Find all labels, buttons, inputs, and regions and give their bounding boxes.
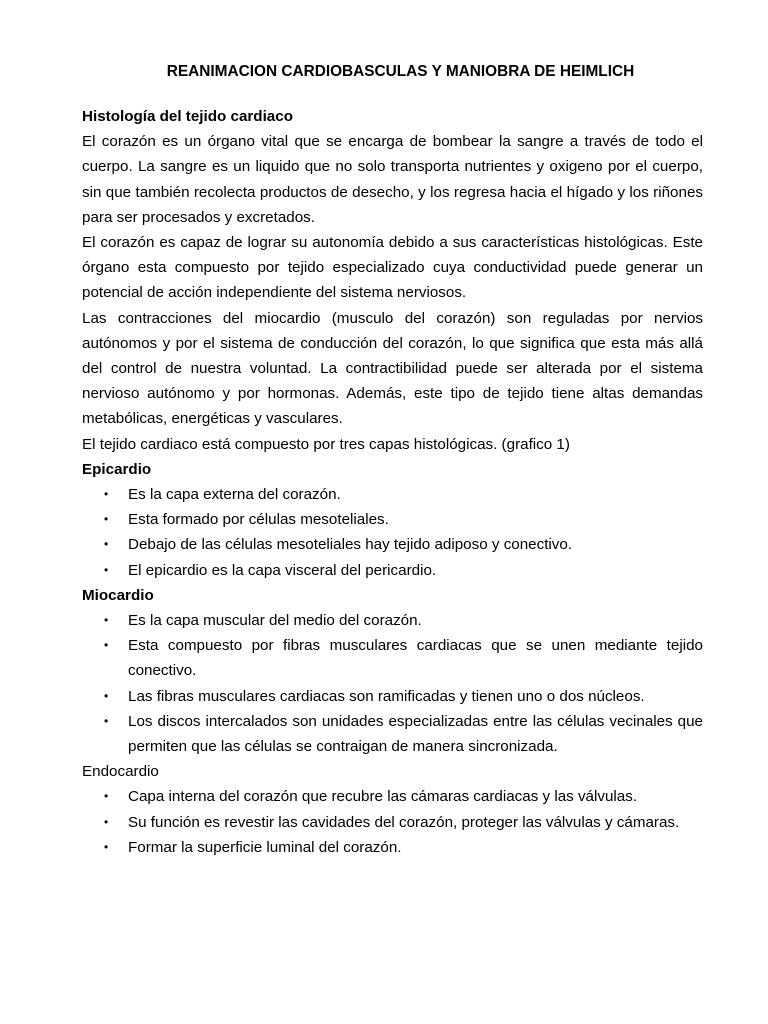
bullet-icon: • bbox=[104, 512, 109, 527]
miocardio-list bbox=[82, 608, 703, 759]
document-title: REANIMACION CARDIOBASCULAS Y MANIOBRA DE HEIMLICH bbox=[166, 63, 635, 80]
list-item bbox=[82, 810, 703, 835]
paragraph-4: El tejido cardiaco está compuesto por tres capas histológicas. (grafico 1) bbox=[82, 435, 570, 453]
bullet-icon: • bbox=[104, 613, 109, 628]
bullet-icon: • bbox=[104, 688, 109, 703]
bullet-icon: • bbox=[104, 814, 109, 829]
bullet-icon: • bbox=[104, 537, 109, 552]
list-item-text: El epicardio es la capa visceral del pericardio. bbox=[128, 561, 437, 579]
bullet-icon: • bbox=[104, 638, 109, 653]
document-page bbox=[82, 59, 703, 860]
list-item-text: Los discos intercalados son unidades especializadas entre las células vecinales que permiten que las células se contraigan de manera sincronizada. bbox=[128, 712, 703, 756]
list-item-text: Su función es revestir las cavidades del corazón, proteger las válvulas y cámaras. bbox=[128, 813, 680, 831]
list-item bbox=[82, 507, 703, 532]
paragraph-1: El corazón es un órgano vital que se encarga de bombear la sangre a través de todo el cuerpo. La sangre es un liquido que no solo transporta nutrientes y oxigeno por el cuerpo, sin que también recolecta productos de desecho, y los regresa hacia el hígado y los riñones para ser procesados y excretados. bbox=[82, 133, 703, 226]
list-item-text: Capa interna del corazón que recubre las cámaras cardiacas y las válvulas. bbox=[128, 788, 638, 806]
list-item bbox=[82, 532, 703, 557]
bullet-icon: • bbox=[104, 713, 109, 728]
list-item-text: Es la capa externa del corazón. bbox=[128, 486, 341, 504]
bullet-icon: • bbox=[104, 789, 109, 804]
epicardio-list bbox=[82, 482, 703, 583]
section-heading-histologia: Histología del tejido cardiaco bbox=[82, 108, 293, 125]
paragraph-2: El corazón es capaz de lograr su autonomía debido a sus características histológicas. Este órgano esta compuesto por tejido especializado cuya conductividad puede generar un potencial de acción independiente del sistema nerviosos. bbox=[82, 234, 703, 302]
endocardio-list bbox=[82, 784, 703, 860]
list-item bbox=[82, 835, 703, 860]
list-item bbox=[82, 558, 703, 583]
list-item bbox=[82, 608, 703, 633]
bullet-icon: • bbox=[104, 562, 109, 577]
bullet-icon: • bbox=[104, 839, 109, 854]
list-item bbox=[82, 784, 703, 809]
bullet-icon: • bbox=[104, 487, 109, 502]
list-item-text: Debajo de las células mesoteliales hay tejido adiposo y conectivo. bbox=[128, 536, 573, 554]
heading-miocardio: Miocardio bbox=[82, 586, 154, 604]
list-item-text: Es la capa muscular del medio del corazón. bbox=[128, 612, 422, 630]
list-item-text: Formar la superficie luminal del corazón. bbox=[128, 838, 402, 856]
heading-endocardio: Endocardio bbox=[82, 763, 159, 781]
list-item bbox=[82, 709, 703, 759]
list-item-text: Esta compuesto por fibras musculares cardiacas que se unen mediante tejido conectivo. bbox=[128, 637, 703, 680]
list-item bbox=[82, 684, 703, 709]
list-item bbox=[82, 633, 703, 683]
list-item bbox=[82, 482, 703, 507]
paragraph-3: Las contracciones del miocardio (musculo del corazón) son reguladas por nervios autónomos y por el sistema de conducción del corazón, lo que significa que esta más allá del control de nuestra voluntad. La contractibilidad puede ser alterada por el sistema nervioso autónomo y por hormonas. Además, este tipo de tejido tiene altas demandas metabólicas, energéticas y vasculares. bbox=[82, 309, 703, 428]
list-item-text: Esta formado por células mesoteliales. bbox=[128, 511, 389, 529]
list-item-text: Las fibras musculares cardiacas son ramificadas y tienen uno o dos núcleos. bbox=[128, 687, 645, 705]
heading-epicardio: Epicardio bbox=[82, 460, 152, 478]
